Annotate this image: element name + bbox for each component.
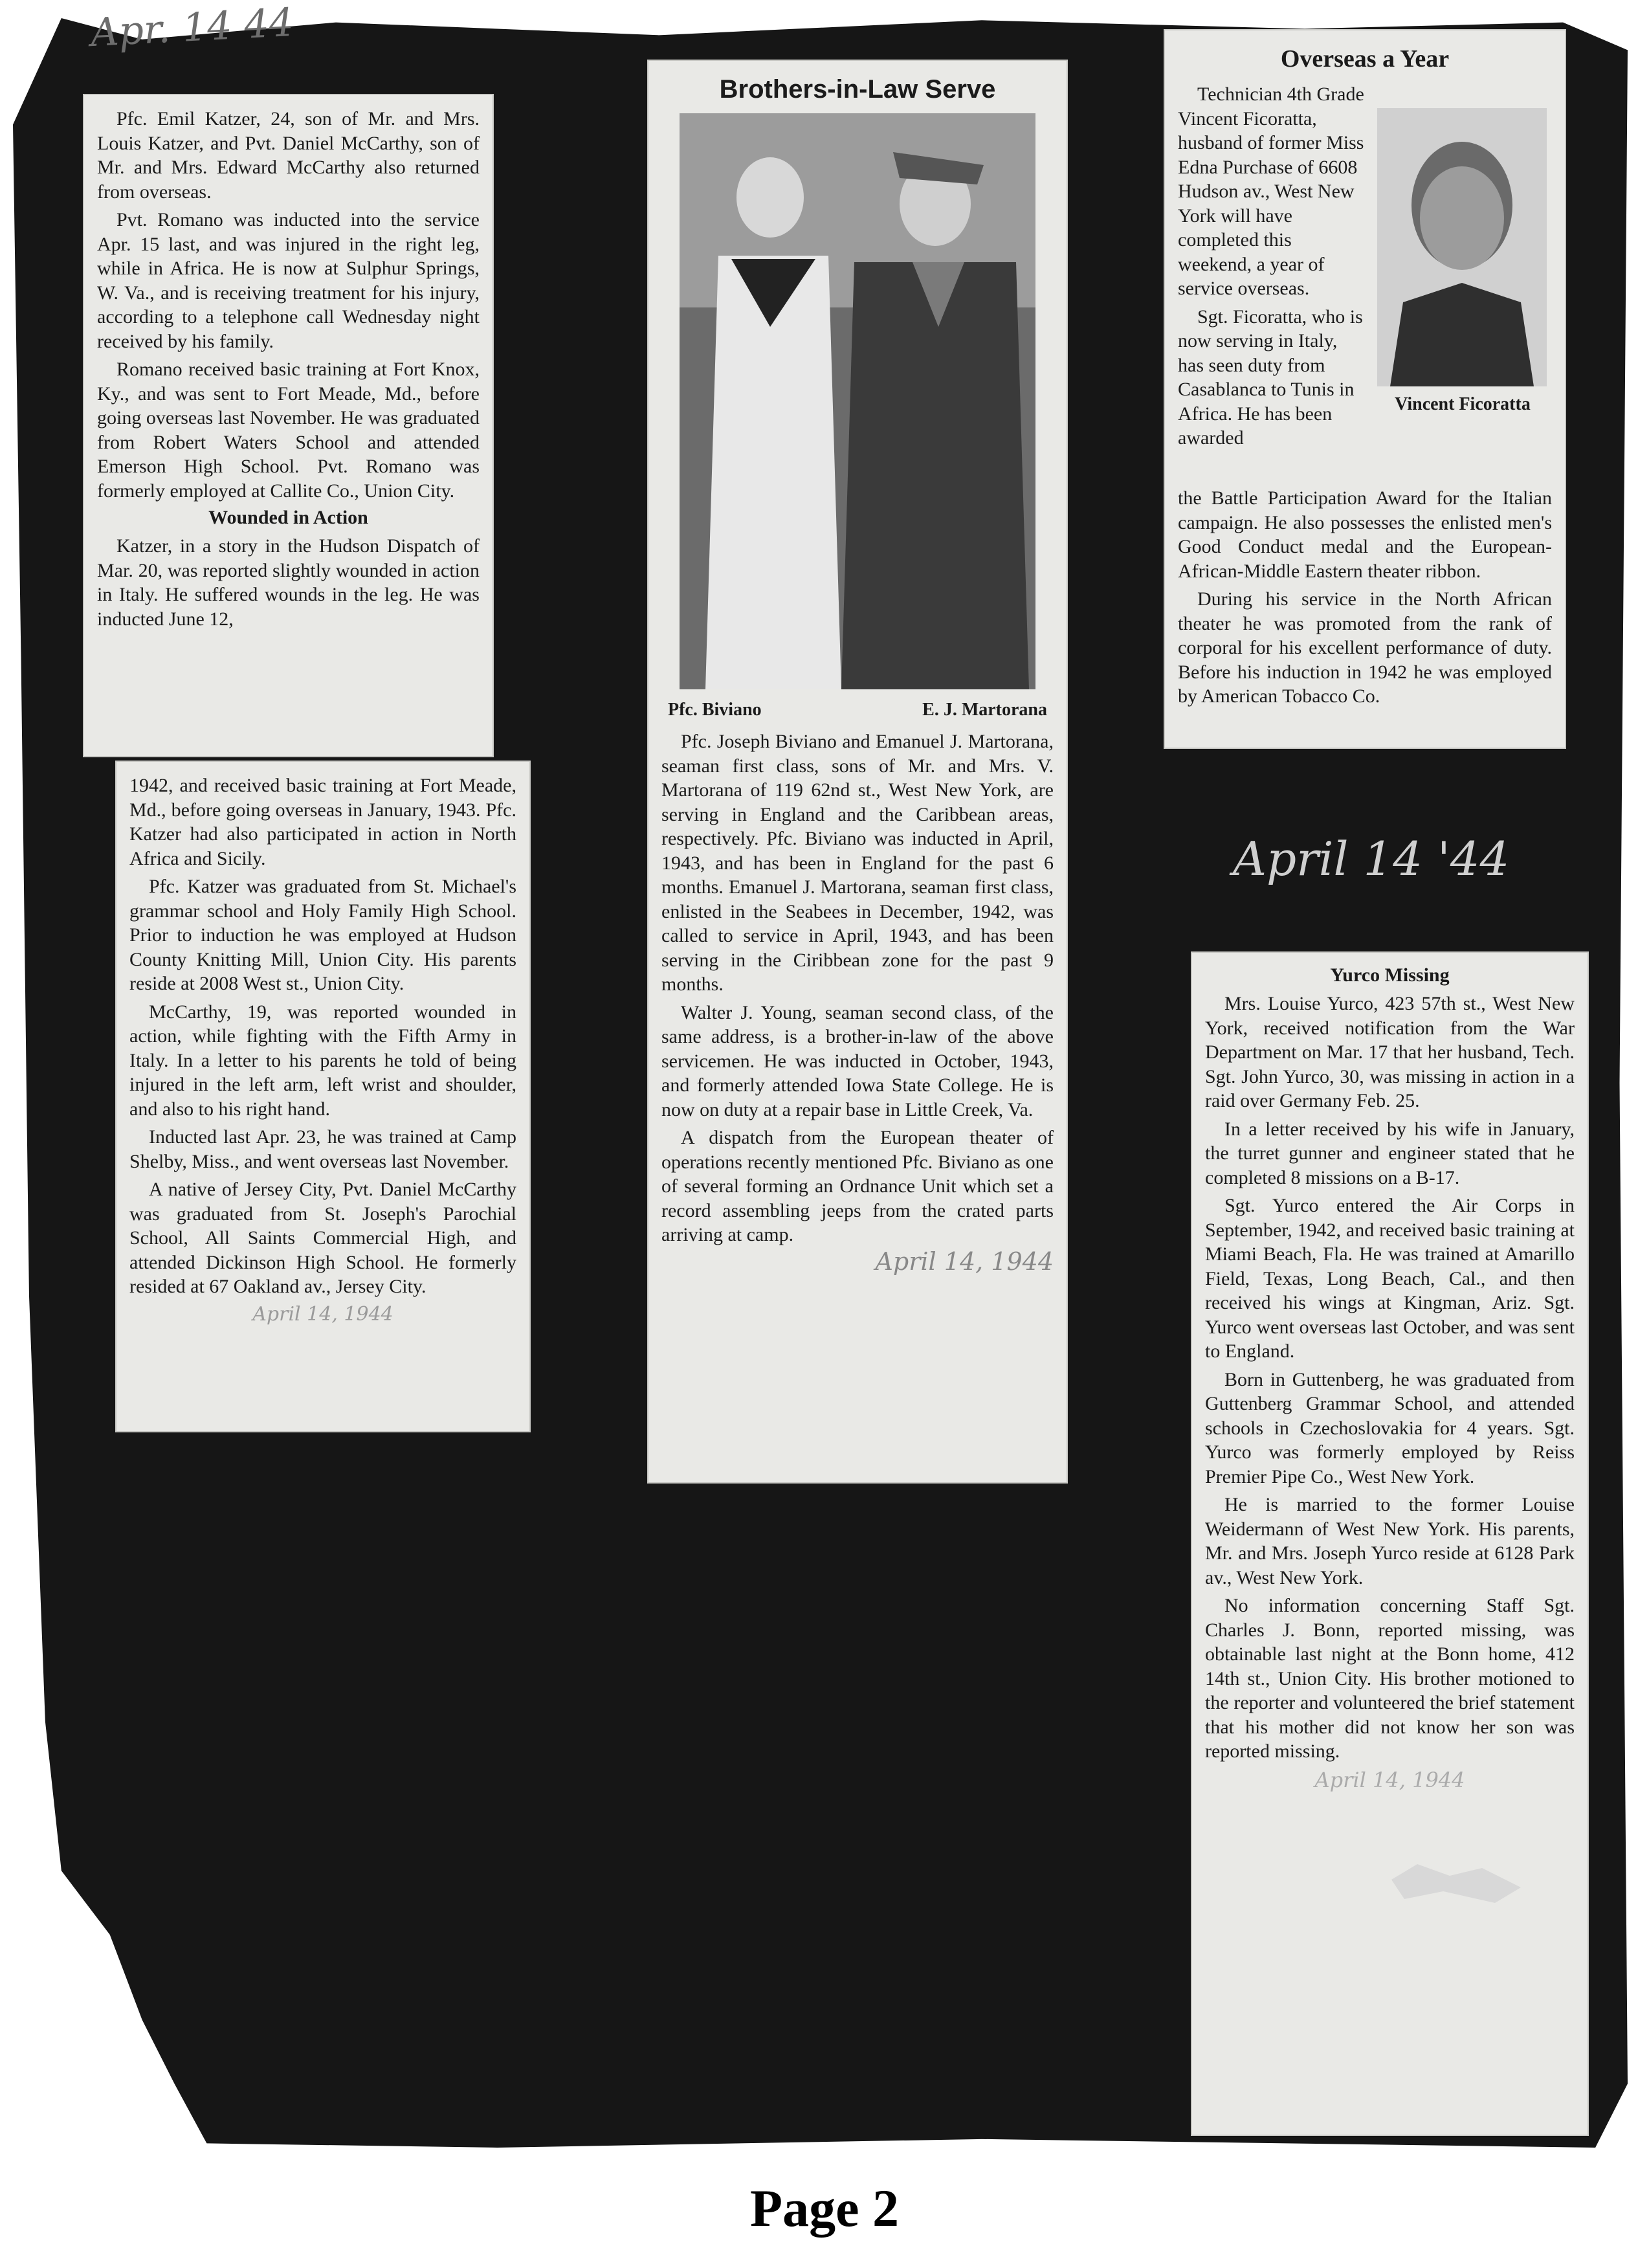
handwritten-date-top: Apr. 14 44: [89, 0, 295, 56]
photo-biviano-martorana: [680, 113, 1035, 689]
paragraph: Sgt. Yurco entered the Air Corps in September, 1942, and received basic training at Miami Beach, Fla. He was trained at Amarillo Field, Texas, Long Beach, Cal., and then received his wings at Kingman, Ariz. Sgt. Yurco went overseas last October, and was sent to England.: [1205, 1195, 1575, 1362]
clipping-katzer-part2: [115, 761, 531, 1432]
paragraph: No information concerning Staff Sgt. Charles J. Bonn, reported missing, was obtainable last night at the Bonn home, 412 14th st., Union City. His brother motioned to the reporter and volunteered the brief statement that his mother did not know her son was reported missing.: [1205, 1595, 1575, 1762]
handwritten-date-column-d: April 14, 1944: [1314, 1767, 1465, 1792]
paragraph: McCarthy, 19, was reported wounded in action, while fighting with the Fifth Army in Italy. In a letter to his parents he told of being injured in the left arm, left wrist and shoulder, and also to his right hand.: [129, 1001, 516, 1120]
clipping-brothers-in-law: [647, 60, 1068, 1484]
handwritten-date-right: April 14 '44: [1233, 832, 1510, 886]
clipping-yurco-missing: [1191, 951, 1589, 2136]
handwritten-date-column-a: April 14, 1944: [252, 1302, 393, 1326]
photo-figures: [680, 113, 1035, 689]
paragraph: During his service in the North African theater he was promoted from the rank of corporal for his excellent performance of duty. Before his induction in 1942 he was employed by American Tobacco Co.: [1178, 588, 1552, 707]
paragraph: Inducted last Apr. 23, he was trained at Camp Shelby, Miss., and went overseas last November.: [129, 1126, 516, 1172]
caption-vincent-ficoratta: Vincent Ficoratta: [1395, 394, 1531, 414]
headline: Yurco Missing: [1330, 964, 1450, 986]
subheading-wounded-in-action: Wounded in Action: [208, 507, 368, 528]
caption-martorana: E. J. Martorana: [922, 700, 1047, 720]
photo-vincent-ficoratta: [1377, 108, 1547, 386]
paragraph: Born in Guttenberg, he was graduated from Guttenberg Grammar School, and attended schools in Czechoslovakia for 4 years. Sgt. Yurco was formerly employed by Reiss Premier Pipe Co., West New York.: [1205, 1368, 1575, 1487]
paragraph: Pfc. Emil Katzer, 24, son of Mr. and Mrs. Louis Katzer, and Pvt. Daniel McCarthy, son of Mr. and Mrs. Edward McCarthy also returned from overseas.: [97, 108, 480, 203]
paragraph: Pvt. Romano was inducted into the service Apr. 15 last, and was injured in the right leg, while in Africa. He is now at Sulphur Springs, W. Va., and is receiving treatment for his injury, according to a telephone call Wednesday night received by his family.: [97, 209, 480, 352]
paragraph: Katzer, in a story in the Hudson Dispatch of Mar. 20, was reported slightly wounded in action in Italy. He suffered wounds in the leg. He was inducted June 12,: [97, 535, 480, 630]
clipping-overseas-a-year: [1164, 29, 1566, 749]
paragraph: Mrs. Louise Yurco, 423 57th st., West New York, received notification from the War Department on Mar. 17 that her husband, Tech. Sgt. John Yurco, 30, was missing in action in a raid over Germany Feb. 25.: [1205, 993, 1575, 1111]
paragraph: In a letter received by his wife in January, the turret gunner and engineer stated that he completed 8 missions on a B-17.: [1205, 1118, 1575, 1188]
paragraph: He is married to the former Louise Weidermann of West New York. His parents, Mr. and Mrs. Joseph Yurco reside at 6128 Park av., West New York.: [1205, 1494, 1575, 1588]
paragraph: 1942, and received basic training at Fort Meade, Md., before going overseas in January, 1943. Pfc. Katzer had also participated in action in North Africa and Sicily.: [129, 775, 516, 869]
paragraph: Romano received basic training at Fort Knox, Ky., and was sent to Fort Meade, Md., before going overseas last November. He was graduated from Robert Waters School and attended Emerson High School. Pvt. Romano was formerly employed at Callite Co., Union City.: [97, 359, 480, 502]
paragraph: Pfc. Katzer was graduated from St. Michael's grammar school and Holy Family High School. Prior to induction he was employed at Hudson County Knitting Mill, Union City. His parents reside at 2008 West st., Union City.: [129, 876, 516, 994]
clipping-katzer-part1: [83, 94, 494, 757]
headline: Brothers-in-Law Serve: [719, 75, 996, 104]
paragraph: Walter J. Young, seaman second class, of the same address, is a brother-in-law of the above servicemen. He was inducted in October, 1943, and formerly attended Iowa State College. He is now on duty at a repair base in Little Creek, Va.: [661, 1001, 1054, 1120]
paragraph: the Battle Participation Award for the Italian campaign. He also possesses the enlisted men's Good Conduct medal and the European-African-Middle Eastern theater ribbon.: [1178, 487, 1552, 582]
caption-biviano: Pfc. Biviano: [668, 700, 762, 720]
paragraph: A native of Jersey City, Pvt. Daniel McCarthy was graduated from St. Joseph's Parochial School, All Saints Commercial High, and attended Dickinson High School. He formerly resided at 67 Oakland av., Jersey City.: [129, 1179, 516, 1297]
paragraph: Technician 4th Grade Vincent Ficoratta, husband of former Miss Edna Purchase of 6608 Hudson av., West New York will have completed this weekend, a year of service overseas.: [1178, 83, 1364, 299]
headline: Overseas a Year: [1280, 45, 1450, 72]
paragraph: Sgt. Ficoratta, who is now serving in Italy, has seen duty from Casablanca to Tunis in Africa. He has been awarded: [1178, 306, 1363, 449]
paragraph: Pfc. Joseph Biviano and Emanuel J. Martorana, seaman first class, sons of Mr. and Mrs. V. Martorana of 119 62nd st., West New York, are serving in England and the Caribbean areas, respectively. Pfc. Biviano was inducted in April, 1943, and has been in England for the past 6 months. Emanuel J. Martorana, seaman first class, enlisted in the Seabees in December, 1942, was called to service in April, 1943, and has been serving in the Ciribbean zone for the past 9 months.: [661, 731, 1054, 995]
page-number: Page 2: [750, 2179, 899, 2238]
paragraph: A dispatch from the European theater of operations recently mentioned Pfc. Biviano as one of several forming an Ordnance Unit which set a record assembling jeeps from the crated parts arriving at camp.: [661, 1127, 1054, 1245]
handwritten-date-column-b: April 14, 1944: [875, 1247, 1054, 1276]
